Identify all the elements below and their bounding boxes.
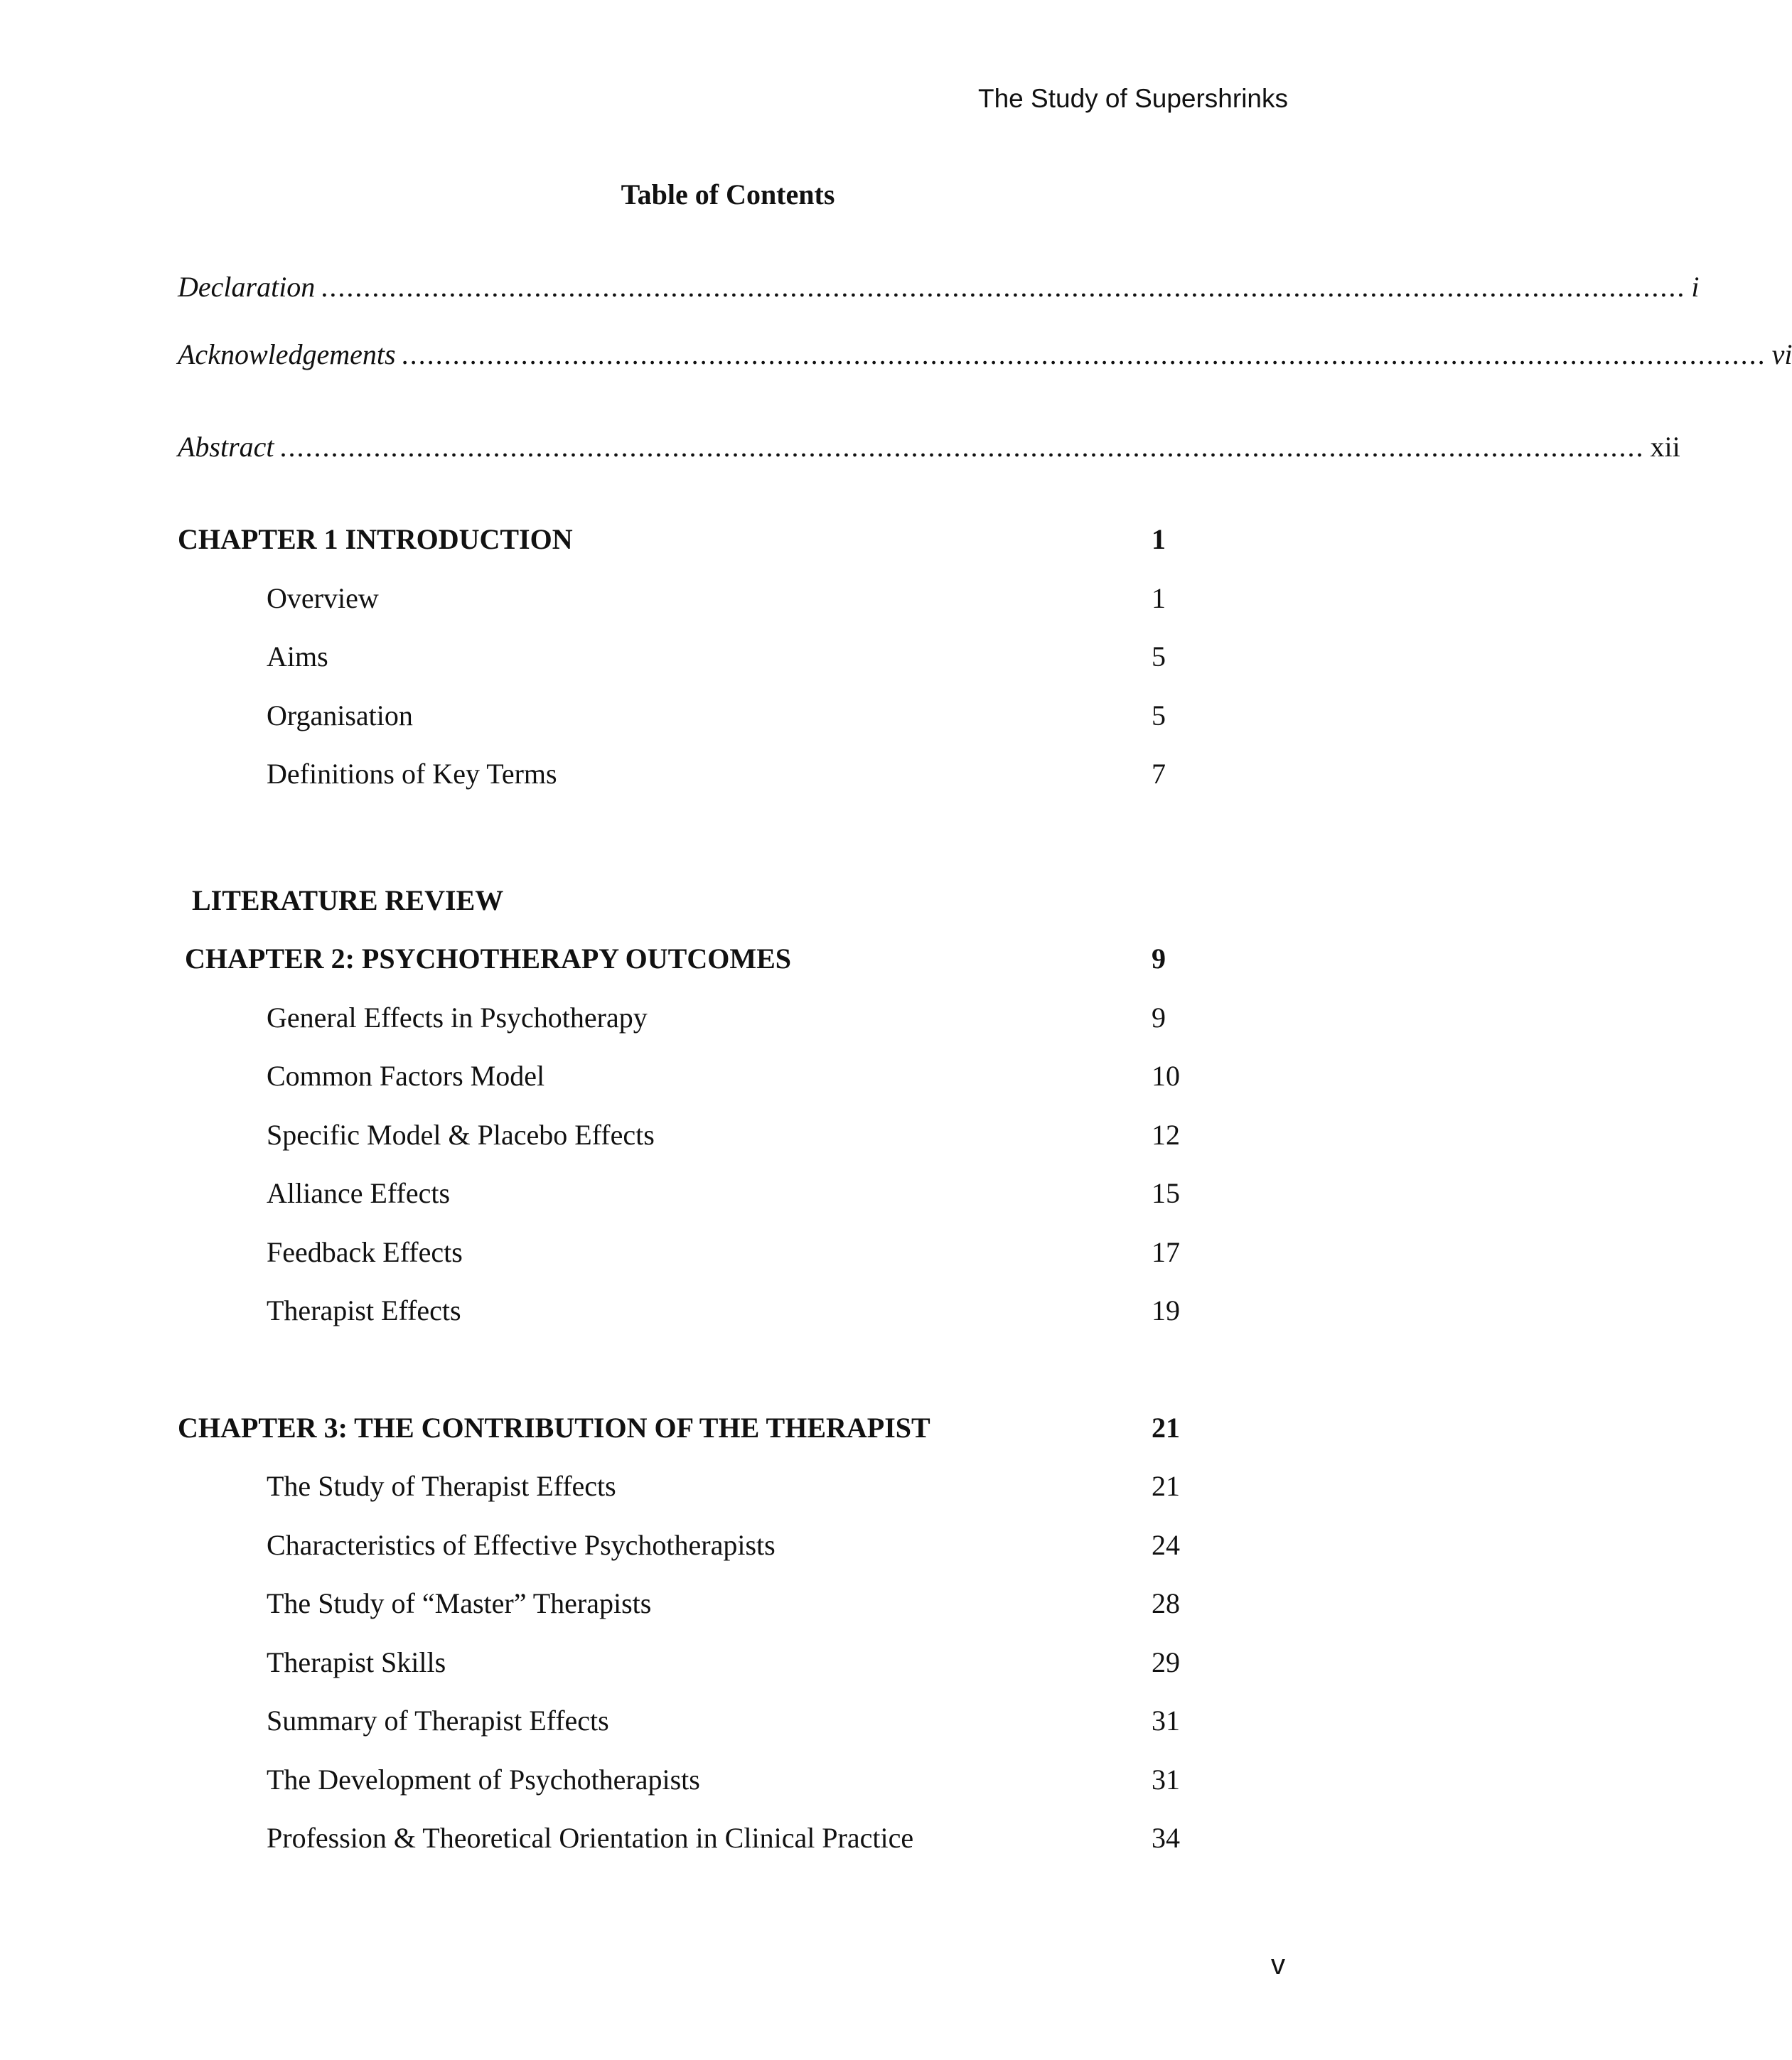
toc-entry-label[interactable]: Definitions of Key Terms xyxy=(267,758,557,790)
toc-entry-page: 31 xyxy=(1152,1764,1180,1796)
toc-entry-page: 10 xyxy=(1152,1060,1180,1092)
toc-entry-label[interactable]: Therapist Effects xyxy=(267,1294,461,1326)
toc-entry-page: 1 xyxy=(1152,582,1166,614)
toc-entry-page: 29 xyxy=(1152,1646,1180,1678)
toc-entry-label[interactable]: Feedback Effects xyxy=(267,1236,463,1268)
toc-entry-page: 21 xyxy=(1152,1470,1180,1502)
dot-leader: ................................................................................................................................................................ xyxy=(401,338,1766,370)
dot-leader: ................................................................................................................................................................ xyxy=(321,271,1686,303)
toc-entry-label: Declaration xyxy=(178,271,316,303)
page-number: v xyxy=(1271,1949,1285,1980)
chapter-1-page: 1 xyxy=(1152,523,1166,555)
toc-entry-label[interactable]: Summary of Therapist Effects xyxy=(267,1705,609,1737)
toc-entry-page: 19 xyxy=(1152,1294,1180,1326)
toc-entry-label: Acknowledgements xyxy=(178,338,396,370)
chapter-3-page: 21 xyxy=(1152,1412,1180,1444)
toc-entry-page: 28 xyxy=(1152,1587,1180,1619)
toc-entry-declaration[interactable] xyxy=(178,270,1700,304)
toc-entry-label[interactable]: Profession & Theoretical Orientation in Clinical Practice xyxy=(267,1822,914,1854)
toc-entry-page: 12 xyxy=(1152,1119,1180,1151)
chapter-1-heading[interactable]: CHAPTER 1 INTRODUCTION xyxy=(178,523,573,555)
toc-entry-label: Abstract xyxy=(178,431,274,463)
toc-entry-page: vi xyxy=(1771,338,1792,370)
toc-entry-acknowledgements[interactable] xyxy=(178,338,1792,371)
toc-entry-page: 24 xyxy=(1152,1529,1180,1561)
toc-entry-page: 31 xyxy=(1152,1705,1180,1737)
toc-entry-label[interactable]: Aims xyxy=(267,640,328,672)
toc-entry-page: 34 xyxy=(1152,1822,1180,1854)
toc-entry-page: 15 xyxy=(1152,1177,1180,1209)
chapter-2-heading[interactable]: CHAPTER 2: PSYCHOTHERAPY OUTCOMES xyxy=(185,943,792,975)
toc-entry-page: 7 xyxy=(1152,758,1166,790)
part-heading: LITERATURE REVIEW xyxy=(192,884,504,916)
running-head: The Study of Supershrinks xyxy=(978,84,1288,113)
toc-entry-label[interactable]: General Effects in Psychotherapy xyxy=(267,1002,648,1034)
toc-entry-label[interactable]: Characteristics of Effective Psychotherapists xyxy=(267,1529,776,1561)
toc-entry-page: 17 xyxy=(1152,1236,1180,1268)
chapter-3-heading[interactable]: CHAPTER 3: THE CONTRIBUTION OF THE THERAPIST xyxy=(178,1412,930,1444)
toc-entry-label[interactable]: Common Factors Model xyxy=(267,1060,545,1092)
chapter-2-page: 9 xyxy=(1152,943,1166,975)
toc-entry-page: 5 xyxy=(1152,640,1166,672)
toc-entry-label[interactable]: The Study of Therapist Effects xyxy=(267,1470,616,1502)
toc-entry-label[interactable]: Organisation xyxy=(267,699,413,731)
toc-entry-label[interactable]: Specific Model & Placebo Effects xyxy=(267,1119,655,1151)
toc-entry-page: 9 xyxy=(1152,1002,1166,1034)
toc-entry-label[interactable]: Alliance Effects xyxy=(267,1177,451,1209)
toc-entry-page: i xyxy=(1691,271,1700,303)
toc-entry-label[interactable]: Overview xyxy=(267,582,379,614)
toc-entry-label[interactable]: Therapist Skills xyxy=(267,1646,446,1678)
toc-entry-label[interactable]: The Study of “Master” Therapists xyxy=(267,1587,652,1619)
dot-leader: ................................................................................................................................................................ xyxy=(279,431,1645,463)
toc-entry-label[interactable]: The Development of Psychotherapists xyxy=(267,1764,700,1796)
page-title: Table of Contents xyxy=(621,178,835,210)
toc-entry-page: 5 xyxy=(1152,699,1166,731)
toc-entry-abstract[interactable] xyxy=(178,430,1680,463)
toc-entry-page: xii xyxy=(1650,431,1680,463)
